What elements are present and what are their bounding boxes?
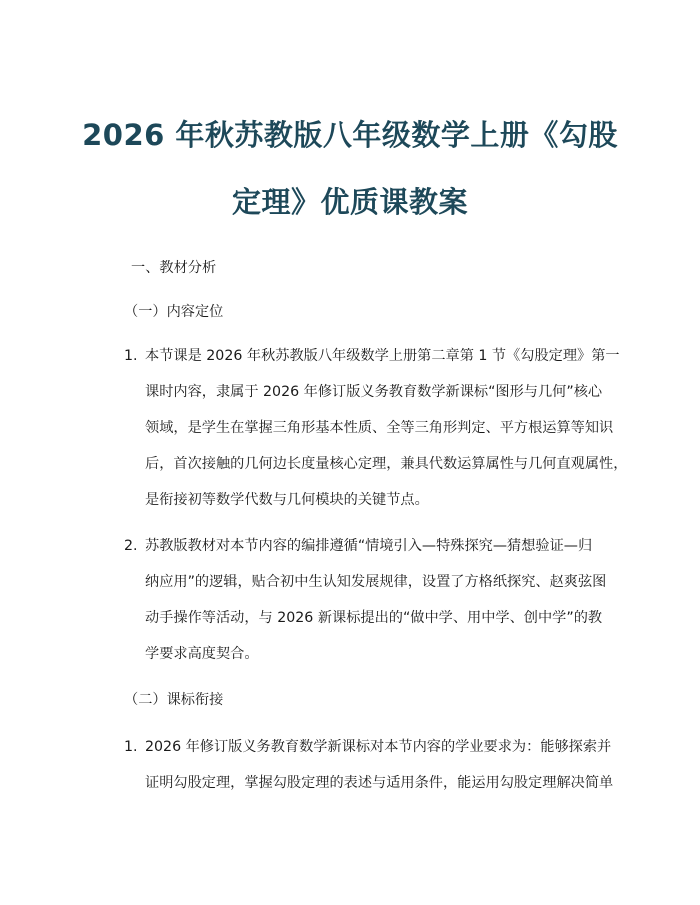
- paragraph-line: 纳应用”的逻辑，贴合初中生认知发展规律，设置了方格纸探究、赵爽弦图: [145, 574, 607, 590]
- paragraph-line: 证明勾股定理，掌握勾股定理的表述与适用条件，能运用勾股定理解决简单: [145, 775, 614, 791]
- paragraph-line: 后，首次接触的几何边长度量核心定理，兼具代数运算属性与几何直观属性，: [145, 456, 628, 472]
- paragraph-line: 动手操作等活动，与 2026 新课标提出的“做中学、用中学、创中学”的教: [145, 610, 603, 626]
- subsection-heading-curriculum-alignment: （二）课标衔接: [124, 692, 224, 708]
- subsection-heading-content-positioning: （一）内容定位: [124, 304, 224, 320]
- list-item-number: 2.: [124, 538, 138, 554]
- document-title-line-2: 定理》优质课教案: [231, 185, 468, 219]
- paragraph-line: 2026 年修订版义务教育数学新课标对本节内容的学业要求为：能够探索并: [145, 739, 612, 755]
- list-item-number: 1.: [124, 739, 138, 755]
- document-title-line-1: 2026 年秋苏教版八年级数学上册《勾股: [82, 118, 618, 152]
- paragraph-line: 是衔接初等数学代数与几何模块的关键节点。: [145, 492, 429, 508]
- list-item-number: 1.: [124, 348, 138, 364]
- paragraph-line: 课时内容，隶属于 2026 年修订版义务教育数学新课标“图形与几何”核心: [145, 384, 603, 400]
- paragraph-line: 学要求高度契合。: [145, 646, 259, 662]
- paragraph-line: 苏教版教材对本节内容的编排遵循“情境引入—特殊探究—猜想验证—归: [145, 538, 593, 554]
- paragraph-line: 本节课是 2026 年秋苏教版八年级数学上册第二章第 1 节《勾股定理》第一: [145, 348, 620, 364]
- section-heading: 一、教材分析: [131, 260, 217, 276]
- paragraph-line: 领域，是学生在掌握三角形基本性质、全等三角形判定、平方根运算等知识: [145, 420, 614, 436]
